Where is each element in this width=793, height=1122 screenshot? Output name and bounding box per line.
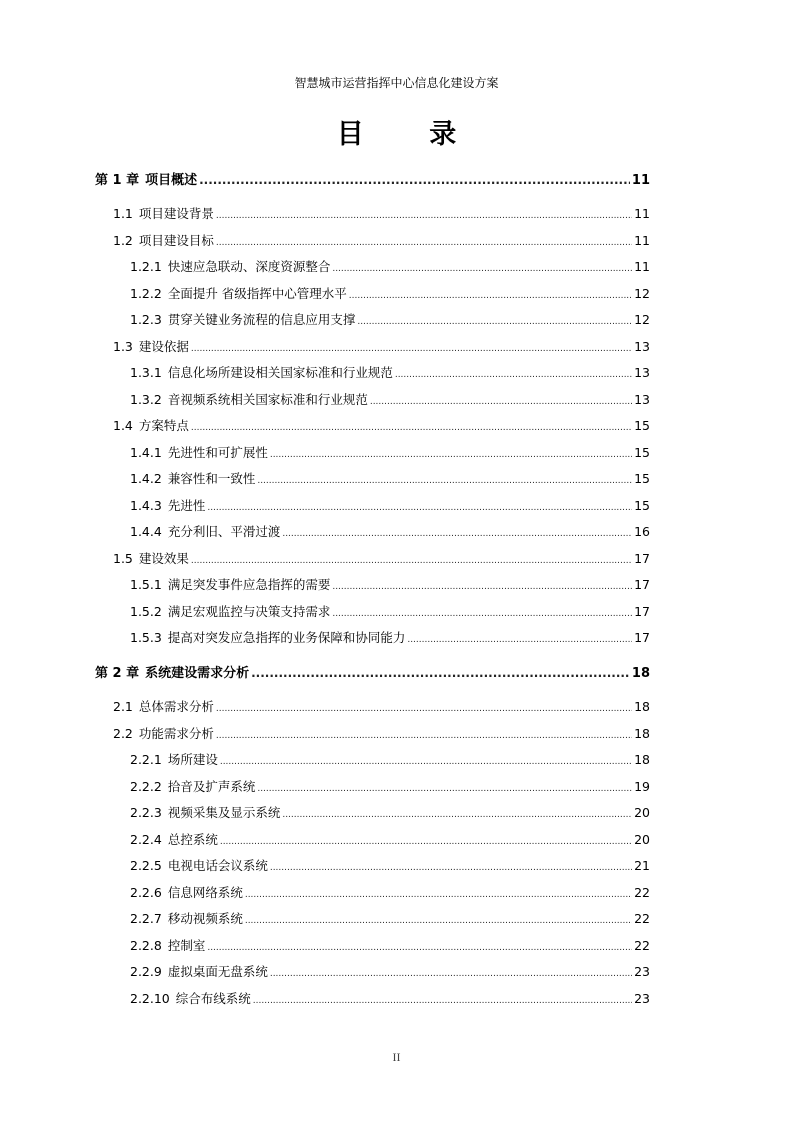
toc-entry-page: 11 [631, 173, 650, 188]
dot-leader [407, 630, 632, 650]
toc-entry[interactable] [130, 856, 650, 876]
toc-entry-page: 13 [634, 365, 650, 380]
toc-entry[interactable] [130, 989, 650, 1009]
toc-entry-page: 22 [634, 937, 650, 953]
toc-entry-number: 1.3.1 [130, 365, 162, 380]
toc-entry-page: 23 [634, 990, 650, 1006]
toc-entry[interactable] [130, 602, 650, 622]
toc-entry[interactable] [130, 883, 650, 903]
toc-entry-number: 2.2.3 [130, 805, 162, 820]
dot-leader [251, 663, 630, 683]
dot-leader [216, 206, 632, 226]
toc-entry-number: 2.1 [113, 699, 133, 714]
toc-entry-number: 1.5.1 [130, 577, 162, 592]
toc-entry-page: 19 [634, 778, 650, 794]
toc-entry-number: 2.2.8 [130, 937, 162, 953]
toc-entry-number: 1.4.4 [130, 524, 162, 539]
toc-entry-number: 1.2.2 [130, 285, 162, 301]
toc-entry[interactable] [113, 231, 650, 251]
toc-entry-number: 1.2.3 [130, 312, 162, 327]
toc-entry-page: 13 [634, 391, 650, 407]
dot-leader [257, 779, 632, 799]
toc-entry-number: 1.3 [113, 338, 133, 354]
dot-leader [332, 577, 632, 597]
toc-entry[interactable] [130, 777, 650, 797]
toc-entry-number: 1.4.2 [130, 471, 162, 486]
toc-entry-page: 12 [634, 285, 650, 301]
dot-leader [282, 805, 632, 825]
toc-entry-label: 总体需求分析 [138, 699, 214, 714]
toc-entry-number: 1.5.2 [130, 603, 162, 619]
toc-entry-label: 满足宏观监控与决策支持需求 [167, 603, 331, 619]
toc-entry-label: 全面提升 省级指挥中心管理水平 [167, 285, 347, 301]
toc-entry[interactable] [130, 830, 650, 850]
toc-entry-page: 16 [634, 524, 650, 539]
toc-entry-label: 方案特点 [138, 418, 189, 433]
toc-entry-label: 移动视频系统 [167, 911, 243, 926]
dot-leader [191, 339, 632, 359]
toc-entry-page: 13 [634, 338, 650, 354]
toc-entry-page: 22 [634, 884, 650, 900]
toc-entry-page: 17 [634, 577, 650, 592]
toc-entry-number: 2.2.2 [130, 778, 162, 794]
toc-entry-label: 建设效果 [138, 550, 189, 566]
toc-entry-number: 1.4 [113, 418, 133, 433]
toc-entry-label: 场所建设 [167, 752, 218, 767]
toc-entry-page: 15 [634, 418, 650, 433]
toc-entry[interactable] [130, 310, 650, 330]
toc-entry[interactable] [113, 549, 650, 569]
dot-leader [332, 604, 632, 624]
toc-entry-page: 18 [631, 666, 650, 681]
dot-leader [207, 498, 632, 518]
toc-entry[interactable] [130, 936, 650, 956]
page-title: 目 录 [336, 119, 485, 150]
toc-entry-label: 建设依据 [138, 338, 189, 354]
toc-entry-number: 2.2.5 [130, 858, 162, 873]
toc-entry-label: 先进性和可扩展性 [167, 444, 268, 460]
toc-entry-page: 23 [634, 964, 650, 979]
toc-entry-page: 17 [634, 550, 650, 566]
dot-leader [270, 858, 632, 878]
toc-entry-label: 快速应急联动、深度资源整合 [167, 259, 331, 274]
dot-leader [270, 445, 632, 465]
dot-leader [199, 170, 630, 190]
dot-leader [220, 752, 632, 772]
toc-entry-page: 18 [634, 752, 650, 767]
toc-entry-page: 11 [634, 206, 650, 221]
toc-entry[interactable] [130, 628, 650, 648]
toc-entry[interactable] [113, 337, 650, 357]
toc-entry-page: 17 [634, 630, 650, 645]
dot-leader [216, 726, 632, 746]
toc-entry-label: 充分利旧、平滑过渡 [167, 524, 281, 539]
dot-leader [216, 699, 632, 719]
toc-entry-number: 2.2.7 [130, 911, 162, 926]
toc-entry-page: 20 [634, 831, 650, 847]
dot-leader [245, 885, 632, 905]
toc-entry-page: 15 [634, 471, 650, 486]
toc-entry[interactable] [113, 724, 650, 744]
toc-entry-label: 兼容性和一致性 [167, 471, 256, 486]
toc-entry-number: 1.5.3 [130, 630, 162, 645]
page-number: II [392, 1050, 401, 1064]
toc-entry-label: 提高对突发应急指挥的业务保障和协同能力 [167, 630, 406, 645]
toc-entry-label: 功能需求分析 [138, 725, 214, 741]
toc-entry-label: 总控系统 [167, 831, 218, 847]
toc-entry[interactable] [130, 443, 650, 463]
toc-entry-number: 2.2 [113, 725, 133, 741]
toc-entry[interactable] [130, 390, 650, 410]
toc-entry-page: 11 [634, 232, 650, 248]
toc-entry-page: 17 [634, 603, 650, 619]
dot-leader [395, 365, 632, 385]
toc-entry-number: 2.2.9 [130, 964, 162, 979]
toc-entry-label: 拾音及扩声系统 [167, 778, 256, 794]
running-header: 智慧城市运营指挥中心信息化建设方案 [294, 76, 499, 90]
toc-entry-number: 2.2.1 [130, 752, 162, 767]
toc-entry-label: 视频采集及显示系统 [167, 805, 281, 820]
toc-entry-label: 音视频系统相关国家标准和行业规范 [167, 391, 368, 407]
dot-leader [349, 286, 632, 306]
dot-leader [245, 911, 632, 931]
toc-entry-number: 1.4.3 [130, 497, 162, 513]
toc-entry-page: 15 [634, 444, 650, 460]
toc-entry-label: 虚拟桌面无盘系统 [167, 964, 268, 979]
toc-entry-page: 18 [634, 699, 650, 714]
dot-leader [357, 312, 632, 332]
toc-entry[interactable] [95, 170, 650, 190]
toc-entry[interactable] [95, 663, 650, 683]
dot-leader [332, 259, 632, 279]
toc-entry-page: 12 [634, 312, 650, 327]
toc-entry[interactable] [130, 522, 650, 542]
toc-entry[interactable] [130, 496, 650, 516]
toc-entry-number: 1.5 [113, 550, 133, 566]
toc-entry[interactable] [130, 909, 650, 929]
dot-leader [216, 233, 632, 253]
toc-entry-page: 20 [634, 805, 650, 820]
toc-entry[interactable] [130, 284, 650, 304]
toc-entry[interactable] [130, 575, 650, 595]
toc-entry-label: 贯穿关键业务流程的信息应用支撑 [167, 312, 356, 327]
toc-entry-number: 2.2.6 [130, 884, 162, 900]
dot-leader [191, 551, 632, 571]
toc-entry-label: 项目建设目标 [138, 232, 214, 248]
toc-entry-label: 项目概述 [145, 173, 198, 188]
toc-entry[interactable] [130, 469, 650, 489]
toc-entry[interactable] [130, 962, 650, 982]
toc-entry-label: 信息化场所建设相关国家标准和行业规范 [167, 365, 393, 380]
dot-leader [207, 938, 632, 958]
toc-entry-label: 电视电话会议系统 [167, 858, 268, 873]
dot-leader [253, 991, 632, 1011]
toc-entry-label: 系统建设需求分析 [145, 666, 250, 681]
toc-entry[interactable] [130, 750, 650, 770]
toc-entry-label: 控制室 [167, 937, 206, 953]
toc-entry[interactable] [113, 697, 650, 717]
toc-entry-number: 1.2 [113, 232, 133, 248]
dot-leader [191, 418, 632, 438]
dot-leader [270, 964, 632, 984]
toc-entry[interactable] [130, 363, 650, 383]
toc-entry-page: 22 [634, 911, 650, 926]
toc-entry[interactable] [113, 416, 650, 436]
toc-entry-number: 1.1 [113, 206, 133, 221]
toc-entry[interactable] [113, 204, 650, 224]
toc-entry-page: 18 [634, 725, 650, 741]
toc-entry[interactable] [130, 803, 650, 823]
toc-entry[interactable] [130, 257, 650, 277]
toc-entry-label: 满足突发事件应急指挥的需要 [167, 577, 331, 592]
toc-entry-number: 2.2.10 [130, 990, 170, 1006]
toc-entry-page: 11 [634, 259, 650, 274]
toc-entry-label: 先进性 [167, 497, 206, 513]
dot-leader [282, 524, 632, 544]
toc-entry-label: 信息网络系统 [167, 884, 243, 900]
toc-entry-number: 1.3.2 [130, 391, 162, 407]
toc-entry-number: 第 2 章 [95, 666, 140, 681]
dot-leader [220, 832, 632, 852]
toc-entry-number: 1.2.1 [130, 259, 162, 274]
toc-entry-label: 综合布线系统 [175, 990, 251, 1006]
toc-entry-number: 2.2.4 [130, 831, 162, 847]
toc-entry-label: 项目建设背景 [138, 206, 214, 221]
toc-entry-number: 1.4.1 [130, 444, 162, 460]
toc-entry-number: 第 1 章 [95, 173, 140, 188]
dot-leader [370, 392, 632, 412]
dot-leader [257, 471, 632, 491]
toc-entry-page: 21 [634, 858, 650, 873]
toc-entry-page: 15 [634, 497, 650, 513]
